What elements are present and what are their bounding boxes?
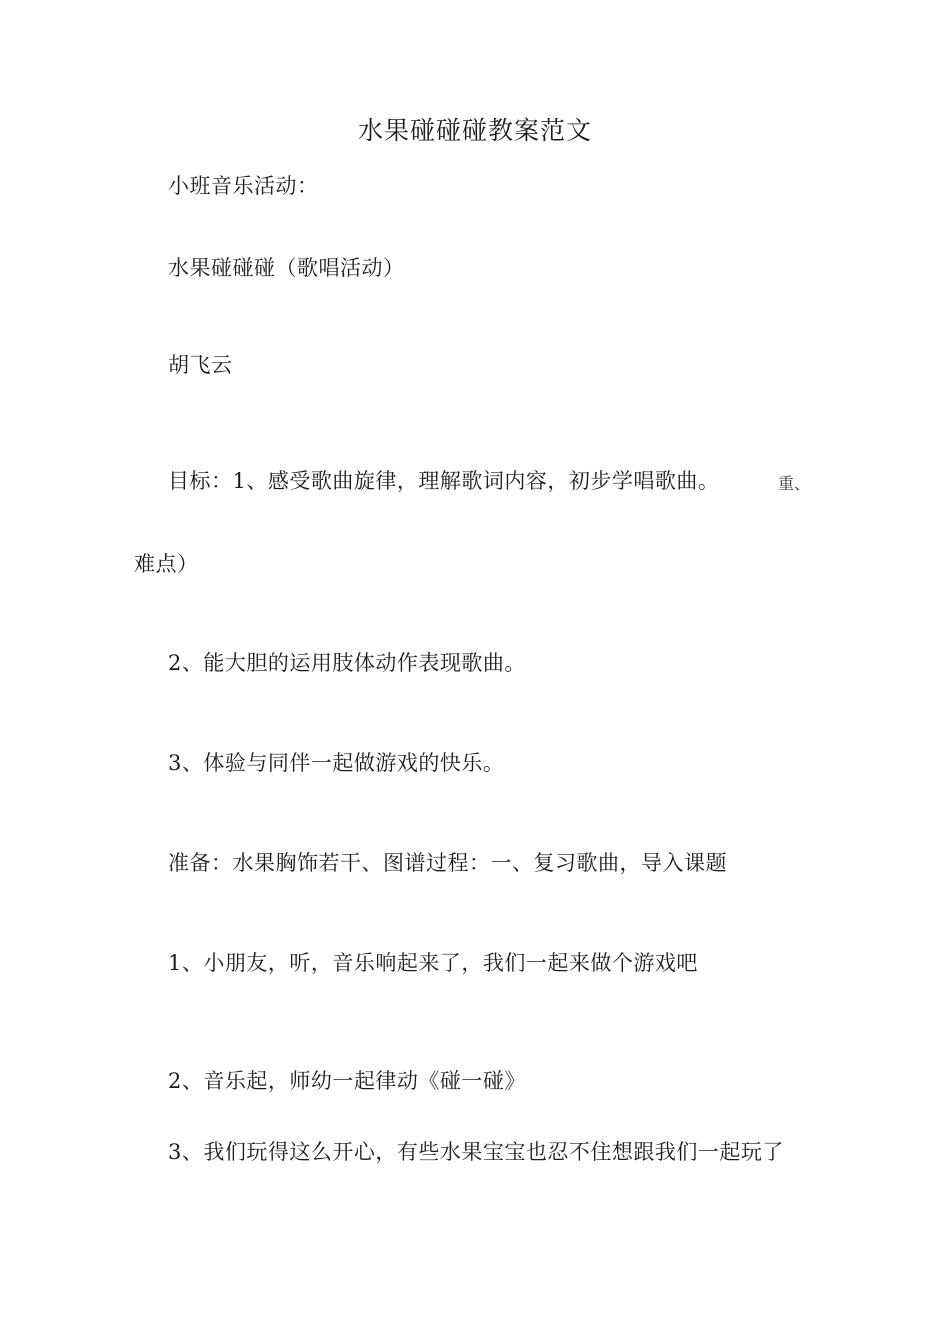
process-step-2: 2、音乐起，师幼一起律动《碰一碰》 (168, 1069, 526, 1093)
activity-name: 水果碰碰碰（歌唱活动） (168, 256, 405, 280)
goal-line-1: 目标：1、感受歌曲旋律，理解歌词内容，初步学唱歌曲。 (168, 469, 720, 493)
document-title: 水果碰碰碰教案范文 (357, 116, 592, 145)
goal-fragment: 重、 (778, 474, 811, 493)
preparation-line: 准备：水果胸饰若干、图谱过程：一、复习歌曲，导入课题 (168, 851, 727, 875)
goal-line-1-continuation: 难点） (134, 552, 199, 576)
activity-type: 小班音乐活动： (168, 174, 319, 198)
process-step-3: 3、我们玩得这么开心，有些水果宝宝也忍不住想跟我们一起玩了 (168, 1140, 784, 1164)
goal-line-2: 2、能大胆的运用肢体动作表现歌曲。 (168, 651, 526, 675)
author-name: 胡飞云 (168, 353, 233, 377)
process-step-1: 1、小朋友，听，音乐响起来了，我们一起来做个游戏吧 (168, 951, 698, 975)
goal-line-3: 3、体验与同伴一起做游戏的快乐。 (168, 751, 505, 775)
